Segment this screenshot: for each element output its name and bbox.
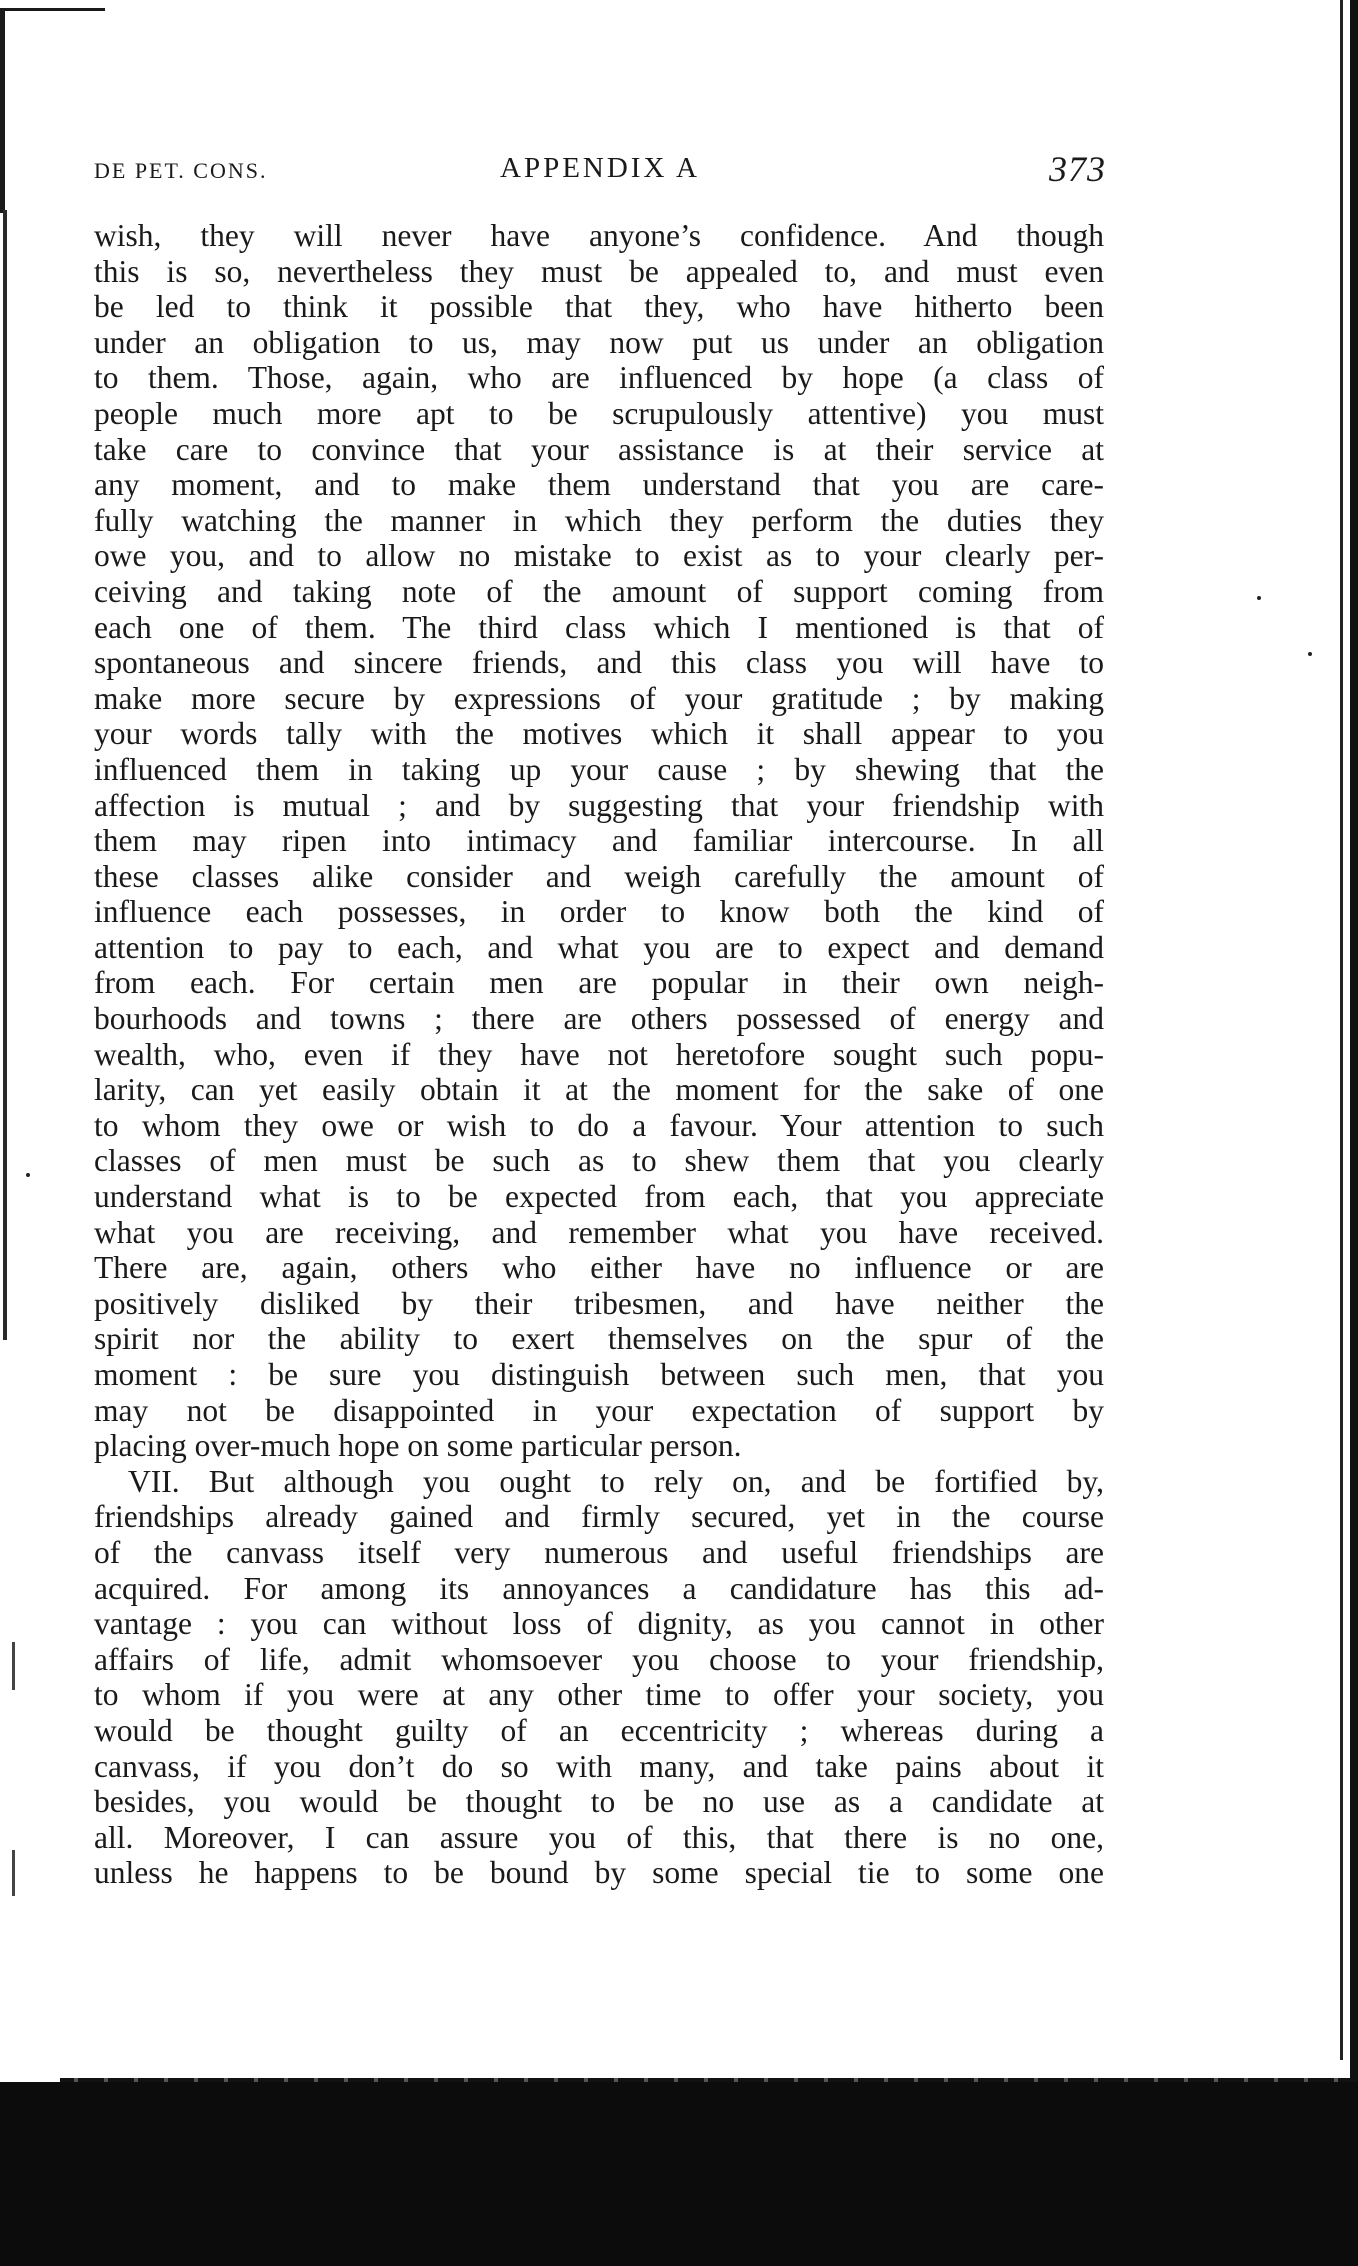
text-line: what you are receiving, and remember what you have received. — [94, 1214, 1104, 1250]
text-line: larity, can yet easily obtain it at the moment for the sake of one — [94, 1072, 1104, 1108]
text-line: to them. Those, again, who are influenced by hope (a class of — [94, 360, 1104, 396]
text-line: affection is mutual ; and by suggesting that your friendship with — [94, 787, 1104, 823]
text-line: moment : be sure you distinguish between such men, that you — [94, 1357, 1104, 1392]
text-line: acquired. For among its annoyances a candidature has this ad- — [94, 1570, 1104, 1606]
text-line: make more secure by expressions of your gratitude ; by making — [94, 680, 1104, 716]
text-line: owe you, and to allow no mistake to exist as to your clearly per- — [94, 538, 1104, 574]
text-line: them may ripen into intimacy and familiar intercourse. In all — [94, 823, 1104, 859]
text-line: classes of men must be such as to shew them that you clearly — [94, 1143, 1104, 1179]
scan-border-corner — [0, 8, 5, 213]
scan-border-right-outer — [1350, 0, 1358, 2266]
scan-speck — [1308, 652, 1312, 656]
text-line: wish, they will never have anyone’s confidence. And though — [94, 218, 1104, 253]
text-line: your words tally with the motives which it shall appear to you — [94, 716, 1104, 752]
margin-mark — [12, 1642, 15, 1690]
text-line: this is so, nevertheless they must be appealed to, and must even — [94, 253, 1104, 289]
text-line: from each. For certain men are popular in their own neigh- — [94, 965, 1104, 1001]
scan-border-left — [3, 210, 7, 1340]
scan-border-top — [0, 8, 105, 11]
scan-speck — [26, 1173, 30, 1177]
text-line: affairs of life, admit whomsoever you choose to your friendship, — [94, 1641, 1104, 1677]
text-line: attention to pay to each, and what you are to expect and demand — [94, 929, 1104, 965]
text-line: of the canvass itself very numerous and useful friendships are — [94, 1534, 1104, 1570]
text-line: spontaneous and sincere friends, and this class you will have to — [94, 645, 1104, 681]
text-line: There are, again, others who either have no influence or are — [94, 1250, 1104, 1286]
text-line: to whom they owe or wish to do a favour. Your attention to such — [94, 1107, 1104, 1143]
paragraph-2 — [94, 1464, 1104, 1891]
text-line: spirit nor the ability to exert themselves on the spur of the — [94, 1321, 1104, 1357]
text-line: bourhoods and towns ; there are others possessed of energy and — [94, 1001, 1104, 1037]
text-line: VII. But although you ought to rely on, and be fortified by, — [128, 1463, 1104, 1499]
text-line: each one of them. The third class which I mentioned is that of — [94, 609, 1104, 645]
text-line: vantage : you can without loss of dignity, as you cannot in other — [94, 1606, 1104, 1642]
text-line: under an obligation to us, may now put us under an obligation — [94, 324, 1104, 360]
text-line: placing over-much hope on some particular person. — [94, 1428, 742, 1464]
body-text — [94, 218, 1104, 1891]
text-line: ceiving and taking note of the amount of support coming from — [94, 573, 1104, 609]
running-title-center: APPENDIX A — [500, 152, 700, 184]
text-line: these classes alike consider and weigh carefully the amount of — [94, 858, 1104, 894]
text-line: all. Moreover, I can assure you of this, that there is no one, — [94, 1819, 1104, 1855]
scan-speck — [1257, 596, 1261, 600]
margin-mark — [12, 1850, 15, 1896]
text-line: people much more apt to be scrupulously attentive) you must — [94, 395, 1104, 431]
text-line: any moment, and to make them understand that you are care- — [94, 467, 1104, 503]
text-line: take care to convince that your assistance is at their service at — [94, 431, 1104, 467]
text-line: influence each possesses, in order to know both the kind of — [94, 894, 1104, 930]
text-line: besides, you would be thought to be no use as a candidate at — [94, 1784, 1104, 1820]
text-line: to whom if you were at any other time to offer your society, you — [94, 1677, 1104, 1713]
text-line: wealth, who, even if they have not heretofore sought such popu- — [94, 1036, 1104, 1072]
text-line: influenced them in taking up your cause ; by shewing that the — [94, 751, 1104, 787]
text-line: understand what is to be expected from each, that you appreciate — [94, 1179, 1104, 1215]
text-line: friendships already gained and firmly secured, yet in the course — [94, 1499, 1104, 1535]
text-line: may not be disappointed in your expectation of support by — [94, 1392, 1104, 1428]
text-line: fully watching the manner in which they perform the duties they — [94, 502, 1104, 538]
text-line: canvass, if you don’t do so with many, and take pains about it — [94, 1748, 1104, 1784]
text-line: be led to think it possible that they, who have hitherto been — [94, 289, 1104, 325]
running-title-left: DE PET. CONS. — [94, 158, 268, 183]
page-number: 373 — [1049, 149, 1106, 189]
paragraph-1 — [94, 218, 1104, 1464]
text-line: positively disliked by their tribesmen, and have neither the — [94, 1285, 1104, 1321]
text-line: would be thought guilty of an eccentricity ; whereas during a — [94, 1712, 1104, 1748]
scan-bottom-band — [0, 2082, 1358, 2266]
text-line: unless he happens to be bound by some special tie to some one — [94, 1855, 1104, 1891]
scan-border-right — [1340, 0, 1343, 2060]
page-header — [94, 148, 1106, 198]
